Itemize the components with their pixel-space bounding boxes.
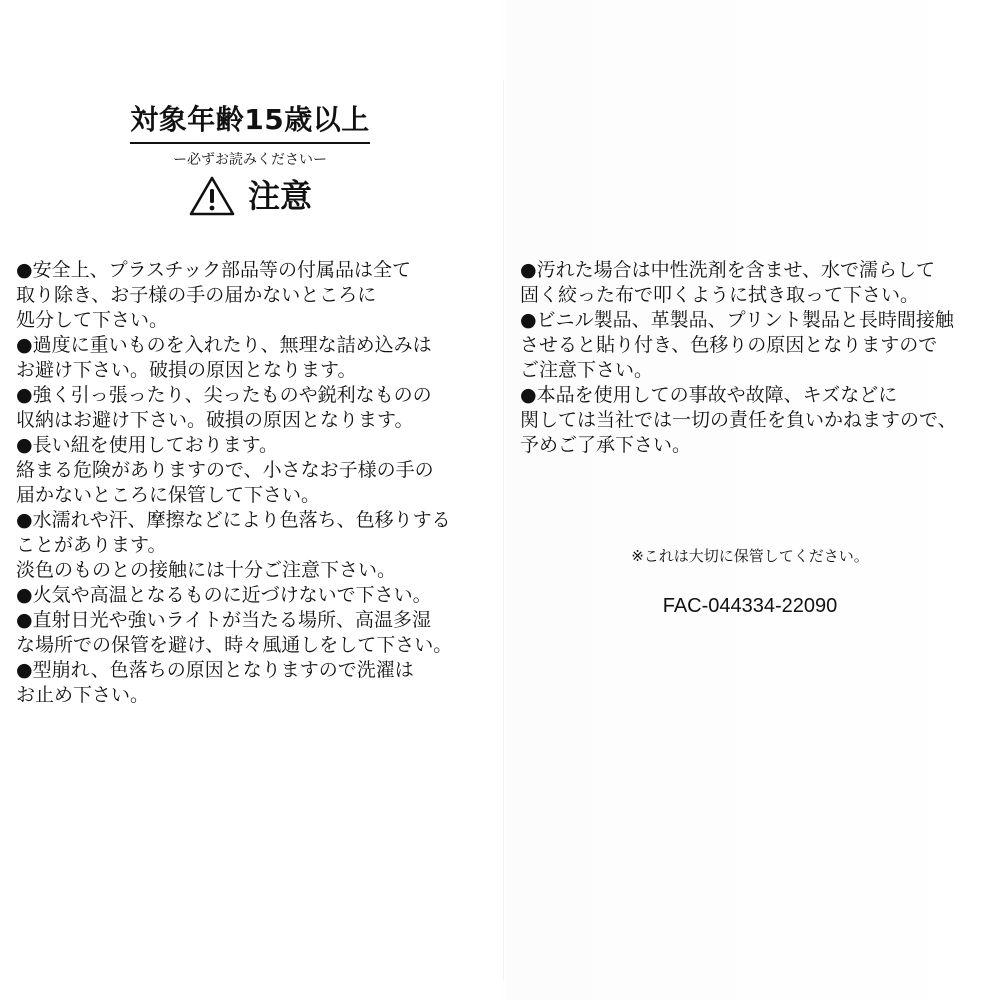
caution-line: ●本品を使用しての事故や故障、キズなどに xyxy=(520,384,898,406)
keep-notice: ※これは大切に保管してください。 xyxy=(631,547,869,565)
caution-line: ●火気や高温となるものに近づけないで下さい。 xyxy=(16,584,432,606)
caution-heading xyxy=(100,174,400,218)
warning-triangle-icon xyxy=(188,175,236,217)
caution-line: ●直射日光や強いライトが当たる場所、高温多湿 xyxy=(16,609,432,631)
caution-line: ●汚れた場合は中性洗剤を含ませ、水で濡らして xyxy=(520,259,936,281)
caution-word: 注意 xyxy=(247,177,312,215)
left-caution-list xyxy=(16,258,486,708)
caution-line: ●水濡れや汗、摩擦などにより色落ち、色移りする xyxy=(16,509,451,531)
caution-line: 取り除き、お子様の手の届かないところに xyxy=(16,284,377,306)
caution-line: 届かないところに保管して下さい。 xyxy=(16,484,321,506)
caution-line: 予めご了承下さい。 xyxy=(520,434,692,456)
caution-line: ●安全上、プラスチック部品等の付属品は全て xyxy=(16,259,412,281)
label-header xyxy=(100,100,400,218)
caution-line: ●ビニル製品、革製品、プリント製品と長時間接触 xyxy=(520,309,954,331)
fold-line xyxy=(503,80,504,980)
caution-line: お止め下さい。 xyxy=(16,684,150,706)
caution-line: させると貼り付き、色移りの原因となりますので xyxy=(520,334,938,356)
must-read-subtitle: ー必ずお読みくださいー xyxy=(173,152,327,168)
caution-line: ●型崩れ、色落ちの原因となりますので洗濯は xyxy=(16,659,414,681)
product-code: FAC-044334-22090 xyxy=(662,595,838,617)
caution-line: ことがあります。 xyxy=(16,534,167,556)
caution-line: お避け下さい。破損の原因となります。 xyxy=(16,359,357,381)
caution-line: 収納はお避け下さい。破損の原因となります。 xyxy=(16,409,414,431)
age-requirement-title: 対象年齢15歳以上 xyxy=(130,100,369,144)
caution-line: 固く絞った布で叩くように拭き取って下さい。 xyxy=(520,284,920,306)
caution-line: 絡まる危険がありますので、小さなお子様の手の xyxy=(16,459,434,481)
caution-line: 淡色のものとの接触には十分ご注意下さい。 xyxy=(16,559,397,581)
caution-line: ●強く引っ張ったり、尖ったものや鋭利なものの xyxy=(16,384,432,406)
caution-line: 関しては当社では一切の責任を負いかねますので、 xyxy=(520,409,957,431)
caution-line: ご注意下さい。 xyxy=(520,359,654,381)
caution-line: 処分して下さい。 xyxy=(16,309,169,331)
caution-line: な場所での保管を避け、時々風通しをして下さい。 xyxy=(16,634,453,656)
caution-line: ●過度に重いものを入れたり、無理な詰め込みは xyxy=(16,334,432,356)
right-caution-list xyxy=(520,258,990,458)
caution-line: ●長い紐を使用しております。 xyxy=(16,434,279,456)
